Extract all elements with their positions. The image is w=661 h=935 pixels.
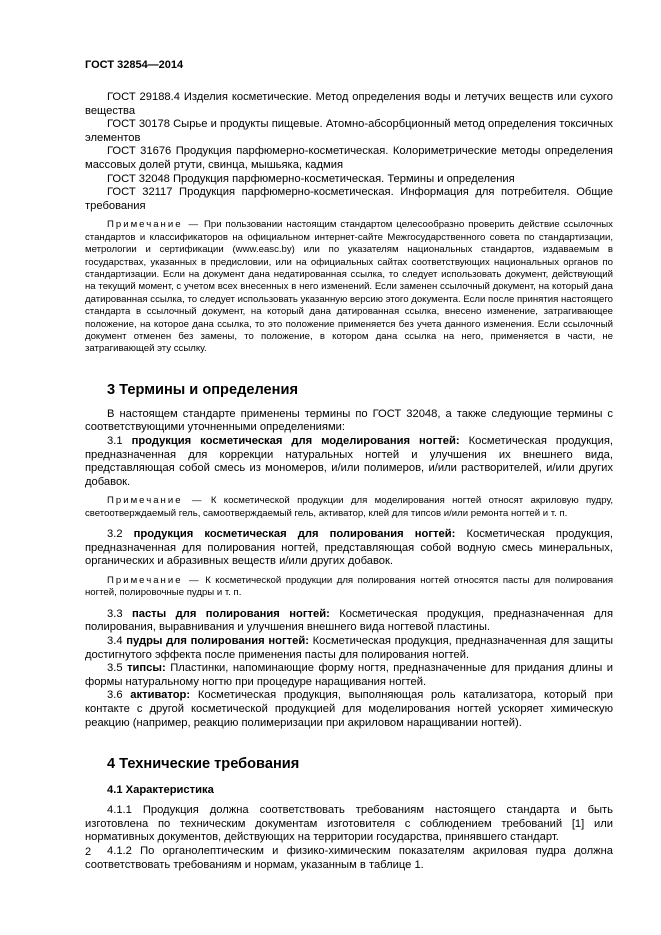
subsection-4-1-title: 4.1 Характеристика — [107, 784, 214, 797]
term-3-2: 3.2 продукция косметическая для полирования ногтей: Косметическая продукция, предназначенная для полирования ногтей, представляющая собой водную смесь минеральных, органических и абразивных веществ и/или других добавок. — [85, 528, 613, 568]
page-number: 2 — [85, 846, 92, 858]
reference-item: ГОСТ 31676 Продукция парфюмерно-косметическая. Колориметрические методы определения массовых долей ртути, свинца, мышьяка, кадмия — [85, 145, 613, 171]
note-3-1: Примечание — К косметической продукции для моделирования ногтей относят акриловую пудру, светоотверждаемый гель, самоотверждаемый гель, активатор, клей для типсов и/или ремонта ногтей и т. п. — [85, 495, 613, 519]
reference-item: ГОСТ 30178 Сырье и продукты пищевые. Атомно-абсорбционный метод определения токсичных элементов — [85, 118, 613, 144]
section-3-title: 3 Термины и определения — [107, 381, 298, 398]
page-content — [85, 91, 613, 872]
reference-item: ГОСТ 32048 Продукция парфюмерно-косметическая. Термины и определения — [107, 172, 515, 185]
term-3-5: 3.5 типсы: Пластинки, напоминающие форму ногтя, предназначенные для придания длины и формы натуральному ногтю при процедуре наращивания ногтей. — [85, 662, 613, 688]
clause-4-1-1: 4.1.1 Продукция должна соответствовать требованиям настоящего стандарта и быть изготовлена по техническим документам изготовителя с соблюдением требований [1] или нормативных документов, действующих на территории государства, принявшего стандарт. — [85, 804, 613, 844]
term-3-4: 3.4 пудры для полирования ногтей: Косметическая продукция, предназначенная для защиты достигнутого эффекта после применения пасты для полирования ногтей. — [85, 634, 614, 661]
term-name: продукция косметическая для полирования ногтей: — [133, 528, 456, 541]
note-3-2: Примечание — К косметической продукции для полирования ногтей относятся пасты для полирования ногтей, полировочные пудры и т. п. — [85, 574, 614, 599]
note-label: Примечание — — [107, 219, 201, 231]
term-name: продукция косметическая для моделирования ногтей: — [131, 435, 460, 447]
term-name: пудры для полирования ногтей: — [126, 634, 309, 647]
term-name: активатор: — [130, 689, 191, 702]
section-4-title: 4 Технические требования — [107, 756, 300, 773]
term-3-3: 3.3 пасты для полирования ногтей: Косметическая продукция, предназначенная для полирования, выравнивания и улучшения внешнего вида ногтевой пластины. — [85, 607, 613, 634]
clause-4-1-2: 4.1.2 По органолептическим и физико-химическим показателям акриловая пудра должна соответствовать требованиям и нормам, указанным в таблице 1. — [85, 844, 613, 871]
reference-item: ГОСТ 29188.4 Изделия косметические. Метод определения воды и летучих веществ или сухого вещества — [85, 91, 613, 117]
document-header: ГОСТ 32854—2014 — [85, 59, 184, 71]
term-name: типсы: — [127, 662, 166, 675]
reference-item: ГОСТ 32117 Продукция парфюмерно-косметическая. Информация для потребителя. Общие требования — [85, 186, 613, 212]
note-references — [85, 219, 613, 355]
term-3-1: 3.1 продукция косметическая для моделирования ногтей: Косметическая продукция, предназначенная для коррекции натуральных ногтей и улучшения их внешнего вида, представляющая собой смесь из мономеров, и/или полимеров, и/или растворителей, и/или других добавок. — [85, 435, 613, 488]
term-3-6: 3.6 активатор: Косметическая продукция, выполняющая роль катализатора, который при контакте с другой косметической продукцией для моделирования ногтей ускоряет химическую реакцию (например, реакцию полимеризации при акриловом наращивании ногтей). — [85, 689, 613, 729]
term-name: пасты для полирования ногтей: — [131, 607, 330, 620]
section-3-intro: В настоящем стандарте применены термины по ГОСТ 32048, а также следующие термины с соответствующими уточненными определениями: — [85, 407, 613, 434]
note-text: При пользовании настоящим стандартом целесообразно проверить действие ссылочных стандартов и классификаторов на официальном интернет-сайте Межгосударственного совета по стандартизации, метрологии и сертификации (www.easc.by) или по указателям национальных стандартов, издаваемым в государствах, указанных в предисловии, или на официальных сайтах соответствующих национальных органов по стандартизации. Если на документ дана недатированная ссылка, то следует использовать документ, действующий на текущий момент, с учетом всех внесенных в него изменений. Если заменен ссылочный документ, на который дана датированная ссылка, то следует использовать указанную версию этого документа. Если после принятия настоящего стандарта в ссылочный документ, на который дана датированная ссылка, внесено изменение, затрагивающее положение, на которое дана ссылка, то это положение применяется без учета данного изменения. Если ссылочный документ отменен без замены, то положение, в котором дана ссылка на него, применяется в части, не затрагивающей эту ссылку. — [85, 219, 613, 355]
